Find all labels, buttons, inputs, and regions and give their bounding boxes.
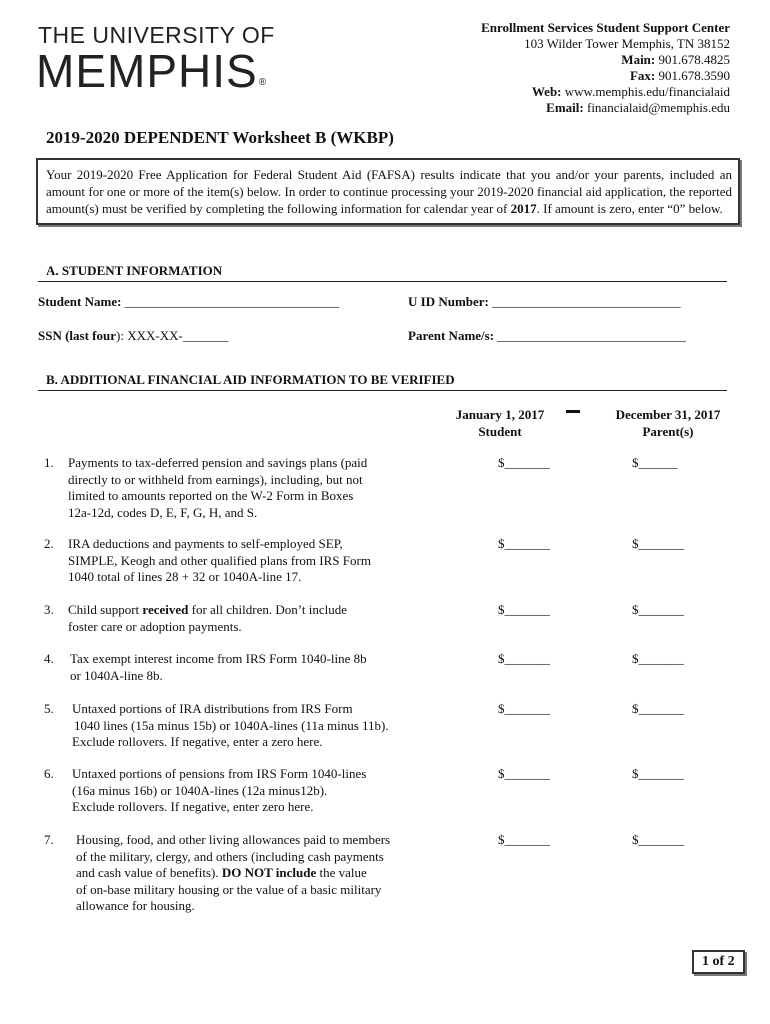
instructions-box xyxy=(36,158,740,225)
item-3-parent-amount[interactable]: $_______ xyxy=(632,602,684,617)
item-6-student-amount[interactable]: $_______ xyxy=(498,766,550,781)
item-4-student-amount[interactable]: $_______ xyxy=(498,651,550,666)
item-3-student-amount[interactable]: $_______ xyxy=(498,602,550,617)
uid-field[interactable] xyxy=(408,294,681,310)
item-text: Untaxed portions of pensions from IRS Form 1040-lines (16a minus 16b) or 1040A-lines (12a minus12b). Exclude rollovers. If negative, enter zero here. xyxy=(72,766,367,814)
ssn-value[interactable]: XXX-XX-_______ xyxy=(127,328,229,343)
item-5-parent-amount[interactable]: $_______ xyxy=(632,701,684,716)
student-column-label: Student xyxy=(478,424,522,439)
item-7-parent-amount[interactable]: $_______ xyxy=(632,832,684,847)
parent-column-date: December 31, 2017 xyxy=(615,407,721,422)
student-name-blank[interactable]: _________________________________ xyxy=(124,294,340,309)
instructions-tail: . If amount is zero, enter “0” below. xyxy=(536,201,723,216)
date-range-dash xyxy=(566,410,580,413)
ssn-label: SSN (last four xyxy=(38,328,117,343)
item-text: IRA deductions and payments to self-employed SEP, SIMPLE, Keogh and other qualified plans from IRS Form 1040 total of lines 28 + 32 or 1040A-line 17. xyxy=(68,536,371,584)
item-1-parent-amount[interactable]: $______ xyxy=(632,455,678,470)
section-a-heading: A. STUDENT INFORMATION xyxy=(46,263,223,278)
item-2-student-amount[interactable]: $_______ xyxy=(498,536,550,551)
ssn-label-close: ): xyxy=(116,328,124,343)
item-text: Tax exempt interest income from IRS Form 1040-line 8b or 1040A-line 8b. xyxy=(70,651,367,683)
item-5-student-amount[interactable]: $_______ xyxy=(498,701,550,716)
item-number: 5. xyxy=(44,701,54,716)
logo-line-2: MEMPHIS xyxy=(36,45,258,97)
uid-label: U ID Number: xyxy=(408,294,489,309)
logo-wordmark xyxy=(36,44,266,98)
item-4-parent-amount[interactable]: $_______ xyxy=(632,651,684,666)
web-address: Web: www.memphis.edu/financialaid xyxy=(531,84,730,99)
item-2-parent-amount[interactable]: $_______ xyxy=(632,536,684,551)
item-text: Untaxed portions of IRA distributions from IRS Form 1040 lines (15a minus 15b) or 1040A-lines (11a minus 11b). Exclude rollovers. If negative, enter a zero here. xyxy=(72,701,389,749)
item-7-student-amount[interactable]: $_______ xyxy=(498,832,550,847)
student-name-label: Student Name: xyxy=(38,294,122,309)
office-address: 103 Wilder Tower Memphis, TN 38152 xyxy=(524,36,730,51)
section-b-heading: B. ADDITIONAL FINANCIAL AID INFORMATION TO BE VERIFIED xyxy=(46,372,455,387)
item-text: Payments to tax-deferred pension and savings plans (paid directly to or withheld from earnings), including, but not limited to amounts reported on the W-2 Form in Boxes 12a-12d, codes D, E, F, G, H, and S. xyxy=(68,455,368,520)
main-phone: Main: 901.678.4825 xyxy=(621,52,730,67)
uid-blank[interactable]: _____________________________ xyxy=(492,294,681,309)
item-number: 1. xyxy=(44,455,54,470)
registered-mark: ® xyxy=(258,77,267,88)
item-number: 7. xyxy=(44,832,54,847)
office-name: Enrollment Services Student Support Center xyxy=(481,20,730,35)
page-indicator: 1 of 2 xyxy=(692,950,745,974)
parent-column-header xyxy=(596,406,740,440)
item-1-student-amount[interactable]: $_______ xyxy=(498,455,550,470)
section-a-rule xyxy=(38,281,727,282)
section-b-rule xyxy=(38,390,727,391)
student-column-header xyxy=(420,406,580,440)
ssn-field[interactable] xyxy=(38,328,228,344)
email-address: Email: financialaid@memphis.edu xyxy=(546,100,730,115)
item-text: Housing, food, and other living allowances paid to members of the military, clergy, and others (including cash payments and cash value of benefits). DO NOT include the value of on-base military housing or the value of a basic military allowance for housing. xyxy=(76,832,391,913)
student-name-field[interactable] xyxy=(38,294,339,310)
contact-block xyxy=(481,20,730,116)
item-number: 6. xyxy=(44,766,54,781)
parent-column-label: Parent(s) xyxy=(642,424,694,439)
item-number: 3. xyxy=(44,602,54,617)
logo-line-1: THE UNIVERSITY OF xyxy=(38,22,275,48)
item-number: 2. xyxy=(44,536,54,551)
fax-number: Fax: 901.678.3590 xyxy=(629,68,730,83)
calendar-year: 2017 xyxy=(510,201,537,216)
item-text: Child support received for all children. Don’t include foster care or adoption payments. xyxy=(68,602,347,634)
student-column-date: January 1, 2017 xyxy=(455,407,545,422)
parent-name-blank[interactable]: _____________________________ xyxy=(497,328,686,343)
parent-name-label: Parent Name/s: xyxy=(408,328,495,343)
worksheet-title: 2019-2020 DEPENDENT Worksheet B (WKBP) xyxy=(46,128,394,147)
parent-name-field[interactable] xyxy=(408,328,686,344)
item-number: 4. xyxy=(44,651,54,666)
instructions-text: Your 2019-2020 Free Application for Federal Student Aid (FAFSA) results indicate that you and/or your parents, included an amount for one or more of the item(s) below. In order to continue processing your 2019-2020 financial aid application, the reported amount(s) must be verified by completing the following information for calendar year of xyxy=(46,167,732,216)
item-6-parent-amount[interactable]: $_______ xyxy=(632,766,684,781)
